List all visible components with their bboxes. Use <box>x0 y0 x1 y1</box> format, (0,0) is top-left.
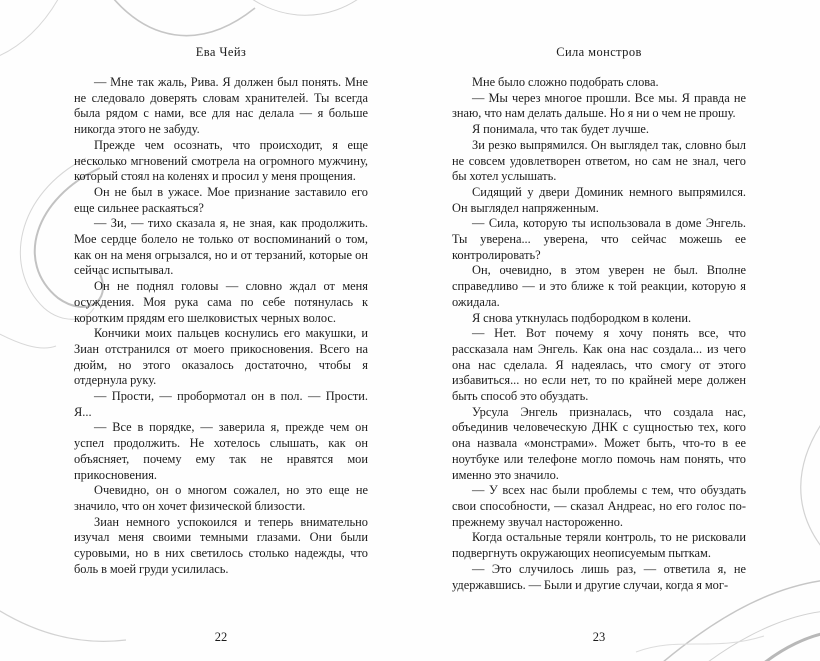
paragraph: Он, очевидно, в этом уверен не был. Вполне справедливо — и это ближе к той реакции, которую я ожидала. <box>452 263 746 309</box>
paragraph: Он не был в ужасе. Мое признание заставило его еще сильнее раскаяться? <box>74 184 368 215</box>
right-running-header: Сила монстров <box>556 45 642 59</box>
paragraph: — Мы через многое прошли. Все мы. Я правда не знаю, что нам делать дальше. Но я ни о чем не прошу. <box>452 90 746 121</box>
paragraph: — Зи, — тихо сказала я, не зная, как продолжить. Мое сердце болело не только от воспоминаний о том, как он на меня огрызался, но и от терзаний, которые он сейчас испытывал. <box>74 216 368 278</box>
right-page-text <box>452 75 746 620</box>
paragraph: Зиан немного успокоился и теперь внимательно изучал меня своими темными глазами. Они были суровыми, но в них светилось столько надежды, что боль в моей груди усилилась. <box>74 514 368 576</box>
ornament-curve <box>240 0 365 15</box>
left-running-header: Ева Чейз <box>195 45 247 59</box>
left-page-text <box>74 75 368 620</box>
paragraph: — Прости, — пробормотал он в пол. — Прости. Я... <box>74 389 368 419</box>
ornament-curve <box>801 420 820 550</box>
paragraph: Я понимала, что так будет лучше. <box>472 122 649 137</box>
paragraph: Очевидно, он о многом сожалел, но это еще не значило, что он хочет физической близости. <box>74 483 368 513</box>
paragraph: Он не поднял головы — словно ждал от меня осуждения. Моя рука сама по себе потянулась к коротким прядям его шелковистых черных волос. <box>74 279 368 325</box>
ornament-curve <box>758 633 820 661</box>
paragraph: Зи резко выпрямился. Он выглядел так, словно был не совсем удовлетворен ответом, но сам не знал, чего бы хотел услышать. <box>452 137 746 184</box>
paragraph: Прежде чем осознать, что происходит, я еще несколько мгновений смотрела на огромного мужчину, который стоял на коленях и просил у меня прощения. <box>74 137 368 184</box>
paragraph: Я снова уткнулась подбородком в колени. <box>472 310 692 325</box>
page-left <box>74 45 368 645</box>
paragraph: Сидящий у двери Доминик немного выпрямился. Он выглядел напряженным. <box>452 184 746 215</box>
page-right <box>452 45 746 645</box>
paragraph: Когда остальные теряли контроль, то не рисковали подвергнуть окружающих неописуемым пыткам. <box>452 530 746 561</box>
paragraph: — Сила, которую ты использовала в доме Энгель. Ты уверена... уверена, что сейчас можешь ее контролировать? <box>452 216 746 262</box>
paragraph: Кончики моих пальцев коснулись его макушки, и Зиан отстранился от моего прикосновения. Всего на дюйм, но этого оказалось достаточно, чтобы я отдернула руку. <box>74 326 368 388</box>
paragraph: — Мне так жаль, Рива. Я должен был понять. Мне не следовало доверять словам хранителей. Ты всегда была рядом с нами, все для нас делала — я больше никогда этого не забуду. <box>74 75 368 137</box>
left-page-number: 22 <box>214 630 228 644</box>
ornament-curve <box>0 330 56 348</box>
ornament-curve <box>0 0 62 58</box>
right-page-number: 23 <box>592 630 606 644</box>
paragraph: — Все в порядке, — заверила я, прежде чем он успел продолжить. Не хотелось слышать, как он объясняет, почему ему так не нравятся мои прикосновения. <box>74 420 368 482</box>
paragraph: — Это случилось лишь раз, — ответила я, не удержавшись. — Были и другие случаи, когда я мог- <box>452 561 746 592</box>
paragraph: — У всех нас были проблемы с тем, что обуздать свои способности, — сказал Андреас, но его голос по-прежнему звучал настороженно. <box>452 483 746 529</box>
paragraph: Мне было сложно подобрать слова. <box>472 75 659 89</box>
ornament-curve <box>105 0 255 36</box>
paragraph: Урсула Энгель призналась, что создала нас, объединив человеческую ДНК с сущностью тех, кого она назвала «монстрами». Может быть, что-то в ее ноутбуке или телефоне могло помочь нам понять, что именно это значило. <box>452 404 746 482</box>
paragraph: — Нет. Вот почему я хочу понять все, что рассказала нам Энгель. Как она нас создала... из чего она нас сделала. Я надеялась, что смогу от этого избавиться... но если нет, то по крайней мере должен быть способ это обуздать. <box>452 326 746 404</box>
